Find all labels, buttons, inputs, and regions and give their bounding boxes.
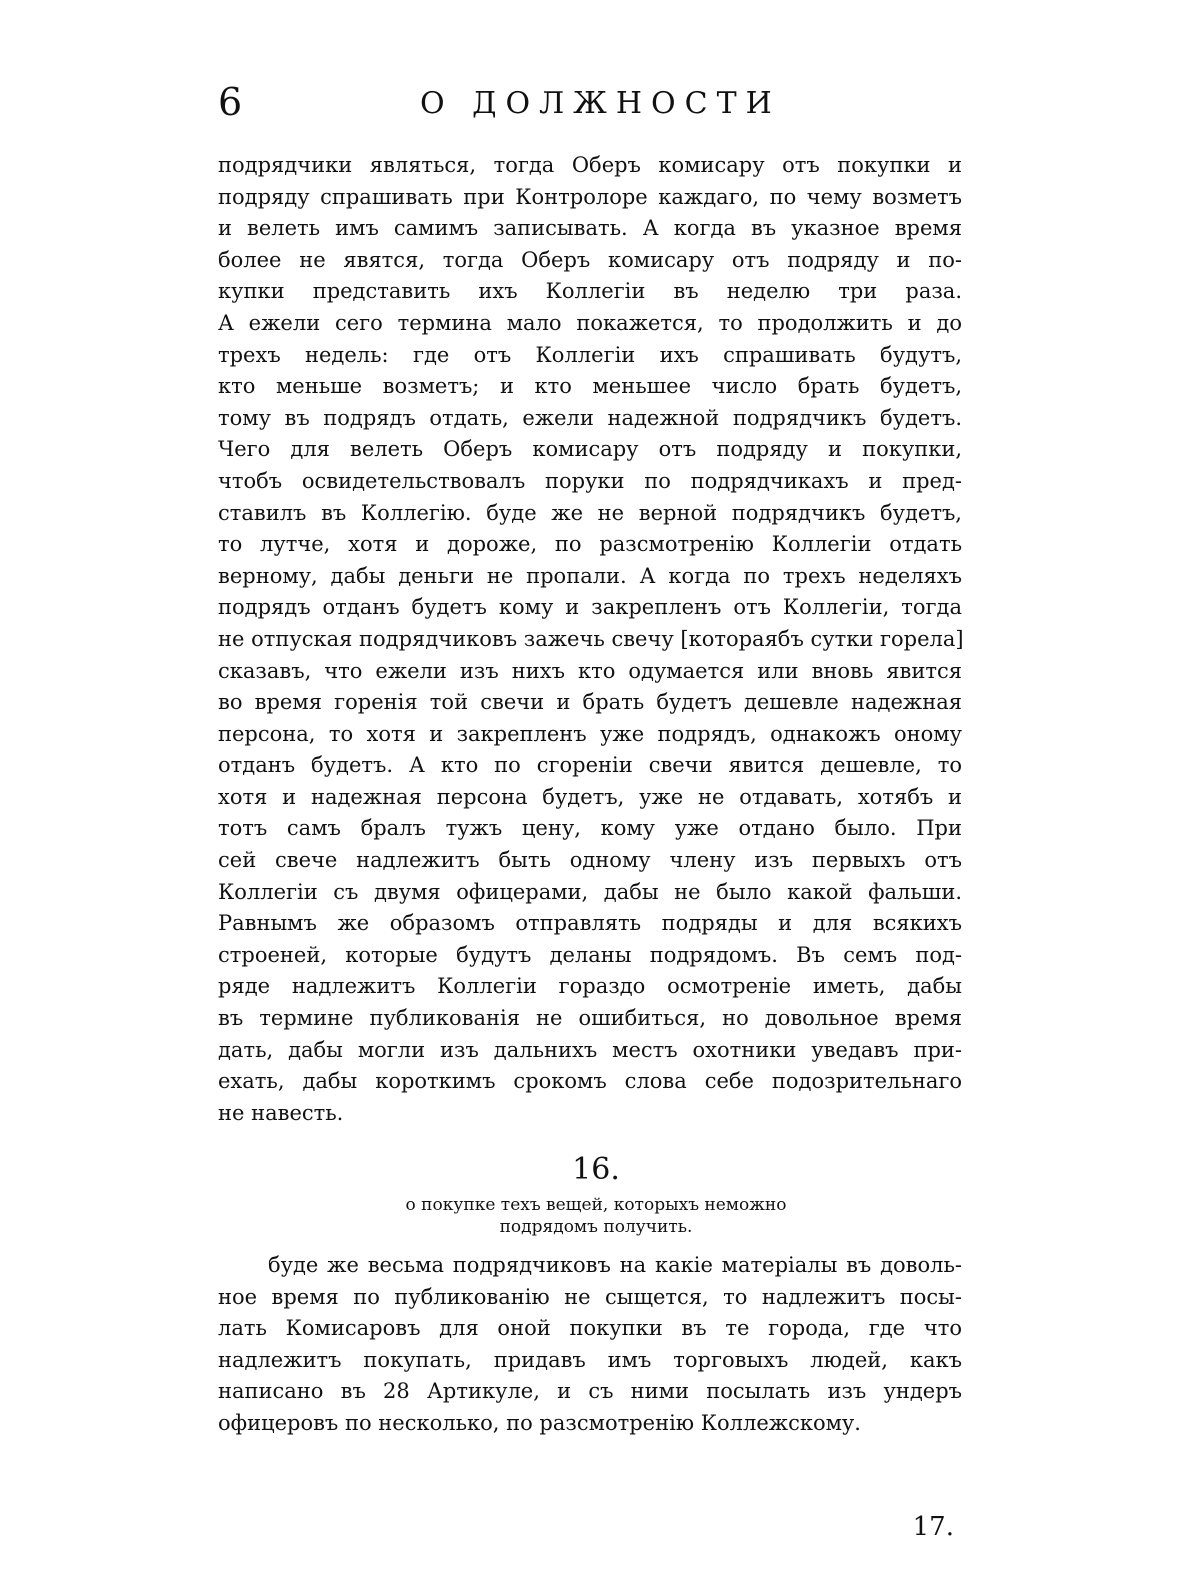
text-line: дать, дабы могли изъ дальнихъ местъ охотники уведавъ при- bbox=[218, 1037, 962, 1062]
text-line: тотъ самъ бралъ тужъ цену, кому уже отдано было. При bbox=[218, 816, 962, 841]
text-line: подрядчики являться, тогда Оберъ комисару отъ покупки и bbox=[218, 153, 962, 177]
text-line: подряду спрашивать при Контролоре каждаго, по чему возметъ bbox=[218, 184, 962, 209]
text-line: ное время по публикованію не сыщется, то надлежитъ посы- bbox=[218, 1284, 962, 1309]
text-line: не навесть. bbox=[218, 1100, 344, 1125]
text-line: трехъ недель: где отъ Коллегіи ихъ спрашивать будутъ, bbox=[218, 342, 962, 367]
text-line: более не явятся, тогда Оберъ комисару отъ подряду и по- bbox=[218, 247, 962, 272]
text-line: офицеровъ по несколько, по разсмотренію Коллежскому. bbox=[218, 1410, 861, 1435]
text-line: ставилъ въ Коллегію. буде же не верной подрядчикъ будетъ, bbox=[218, 500, 962, 525]
text-line: строеней, которые будутъ деланы подрядомъ. Въ семъ под- bbox=[218, 942, 962, 967]
text-line: не отпуская подрядчиковъ зажечь свечу [котораябъ сутки горела] bbox=[218, 626, 964, 651]
text-line: персона, то хотя и закрепленъ уже подрядъ, однакожъ оному bbox=[218, 721, 962, 746]
text-line: верному, дабы деньги не пропали. А когда по трехъ неделяхъ bbox=[218, 563, 962, 588]
text-line: хотя и надежная персона будетъ, уже не отдавать, хотябъ и bbox=[218, 784, 962, 809]
section-title bbox=[0, 1194, 1192, 1238]
section-title-line: о покупке техъ вещей, которыхъ неможно bbox=[405, 1195, 787, 1215]
section-number: 16. bbox=[572, 1152, 620, 1187]
text-line: кто меньше возметъ; и кто меньшее число брать будетъ, bbox=[218, 374, 962, 399]
text-line: во время горенія той свечи и брать будетъ дешевле надежная bbox=[218, 690, 962, 715]
page-number: 6 bbox=[218, 80, 243, 124]
text-line: Равнымъ же образомъ отправлять подряды и для всякихъ bbox=[218, 911, 962, 936]
text-line: буде же весьма подрядчиковъ на какіе матеріалы въ доволь- bbox=[268, 1253, 962, 1277]
catchword: 17. bbox=[912, 1512, 954, 1542]
text-line: отданъ будетъ. А кто по сгореніи свечи явится дешевле, то bbox=[218, 753, 962, 778]
text-line: Чего для велеть Оберъ комисару отъ подряду и покупки, bbox=[218, 437, 962, 462]
text-line: купки представить ихъ Коллегіи въ неделю три раза. bbox=[218, 279, 962, 304]
text-line: подрядъ отданъ будетъ кому и закрепленъ отъ Коллегіи, тогда bbox=[218, 595, 962, 620]
text-line: А ежели сего термина мало покажется, то продолжить и до bbox=[218, 310, 962, 335]
text-line: ехать, дабы короткимъ срокомъ слова себе подозрительнаго bbox=[218, 1069, 962, 1094]
text-line: лать Комисаровъ для оной покупки въ те города, где что bbox=[218, 1316, 962, 1341]
text-line: то лутче, хотя и дороже, по разсмотренію Коллегіи отдать bbox=[218, 532, 962, 557]
text-line: сей свече надлежитъ быть одному члену изъ первыхъ отъ bbox=[218, 848, 962, 873]
text-line: написано въ 28 Артикуле, и съ ними посылать изъ ундеръ bbox=[218, 1379, 962, 1404]
text-line: и велеть имъ самимъ записывать. А когда въ указное время bbox=[218, 216, 962, 241]
text-line: надлежитъ покупать, придавъ имъ торговыхъ людей, какъ bbox=[218, 1347, 962, 1372]
text-line: Коллегіи съ двумя офицерами, дабы не было какой фальши. bbox=[218, 879, 962, 904]
text-line: ряде надлежитъ Коллегіи гораздо осмотреніе иметь, дабы bbox=[218, 974, 962, 999]
text-line: въ термине публикованія не ошибиться, но довольное время bbox=[218, 1006, 962, 1031]
section-text bbox=[218, 1250, 962, 1440]
running-title: О ДОЛЖНОСТИ bbox=[420, 86, 781, 121]
text-line: сказавъ, что ежели изъ нихъ кто одумается или вновь явится bbox=[218, 658, 962, 683]
main-text bbox=[218, 150, 962, 1129]
text-line: чтобъ освидетельствовалъ поруки по подрядчикахъ и пред- bbox=[218, 468, 962, 493]
section-title-line: подрядомъ получить. bbox=[499, 1217, 693, 1237]
text-line: тому въ подрядъ отдать, ежели надежной подрядчикъ будетъ. bbox=[218, 405, 962, 430]
